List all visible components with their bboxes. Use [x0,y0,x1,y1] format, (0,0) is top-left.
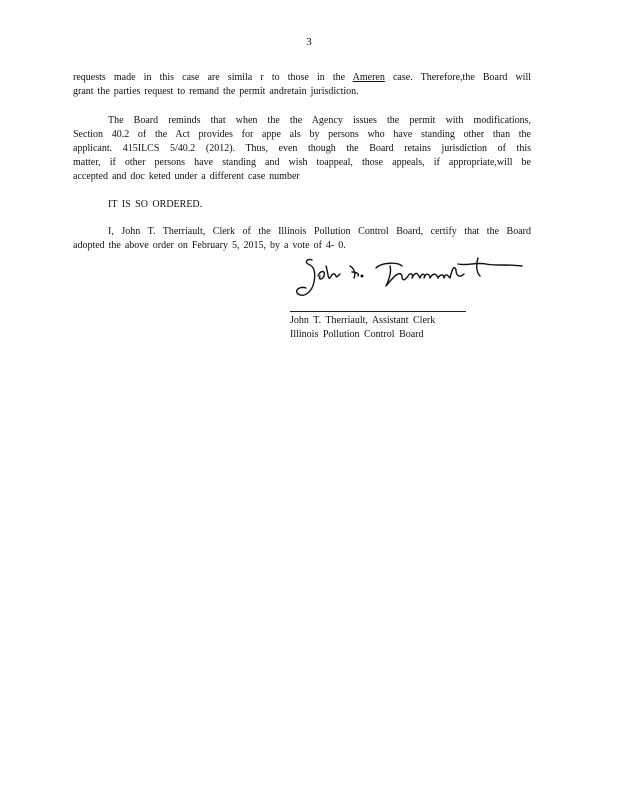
signer-name-title: John T. Therriault, Assistant Clerk [290,315,436,326]
paragraph-line: The Board reminds that when the the Agency issues the permit with modifications, [108,115,531,126]
paragraph-remand [73,71,531,99]
paragraph-line [73,71,531,85]
paragraph-certification [73,225,531,253]
paragraph-line: accepted and doc keted under a different case number [73,171,300,182]
signature-block [290,314,435,342]
handwritten-signature [290,252,530,302]
paragraph-line: matter, if other persons have standing and wish toappeal, those appeals, if appropriate,will be [73,157,531,168]
paragraph-appeals [73,114,531,184]
paragraph-line: Section 40.2 of the Act provides for appe als by persons who have standing other than the [73,129,531,140]
order-statement: IT IS SO ORDERED. [108,199,203,210]
paragraph-line: adopted the above order on February 5, 2015, by a vote of 4- 0. [73,240,346,251]
signer-organization: Illinois Pollution Control Board [290,329,424,340]
page-number: 3 [306,36,312,48]
signature-line [290,311,466,312]
paragraph-line: grant the parties request to remand the permit andretain jurisdiction. [73,86,359,97]
case-name-underlined: Ameren [352,72,385,83]
text-segment: requests made in this case are simila r to those in the [73,72,353,83]
paragraph-line: applicant. 415ILCS 5/40.2 (2012). Thus, even though the Board retains jurisdiction of this [73,143,531,154]
text-segment: case. Therefore,the Board will [384,72,531,83]
paragraph-line: I, John T. Therriault, Clerk of the Illinois Pollution Control Board, certify that the Board [108,226,531,237]
